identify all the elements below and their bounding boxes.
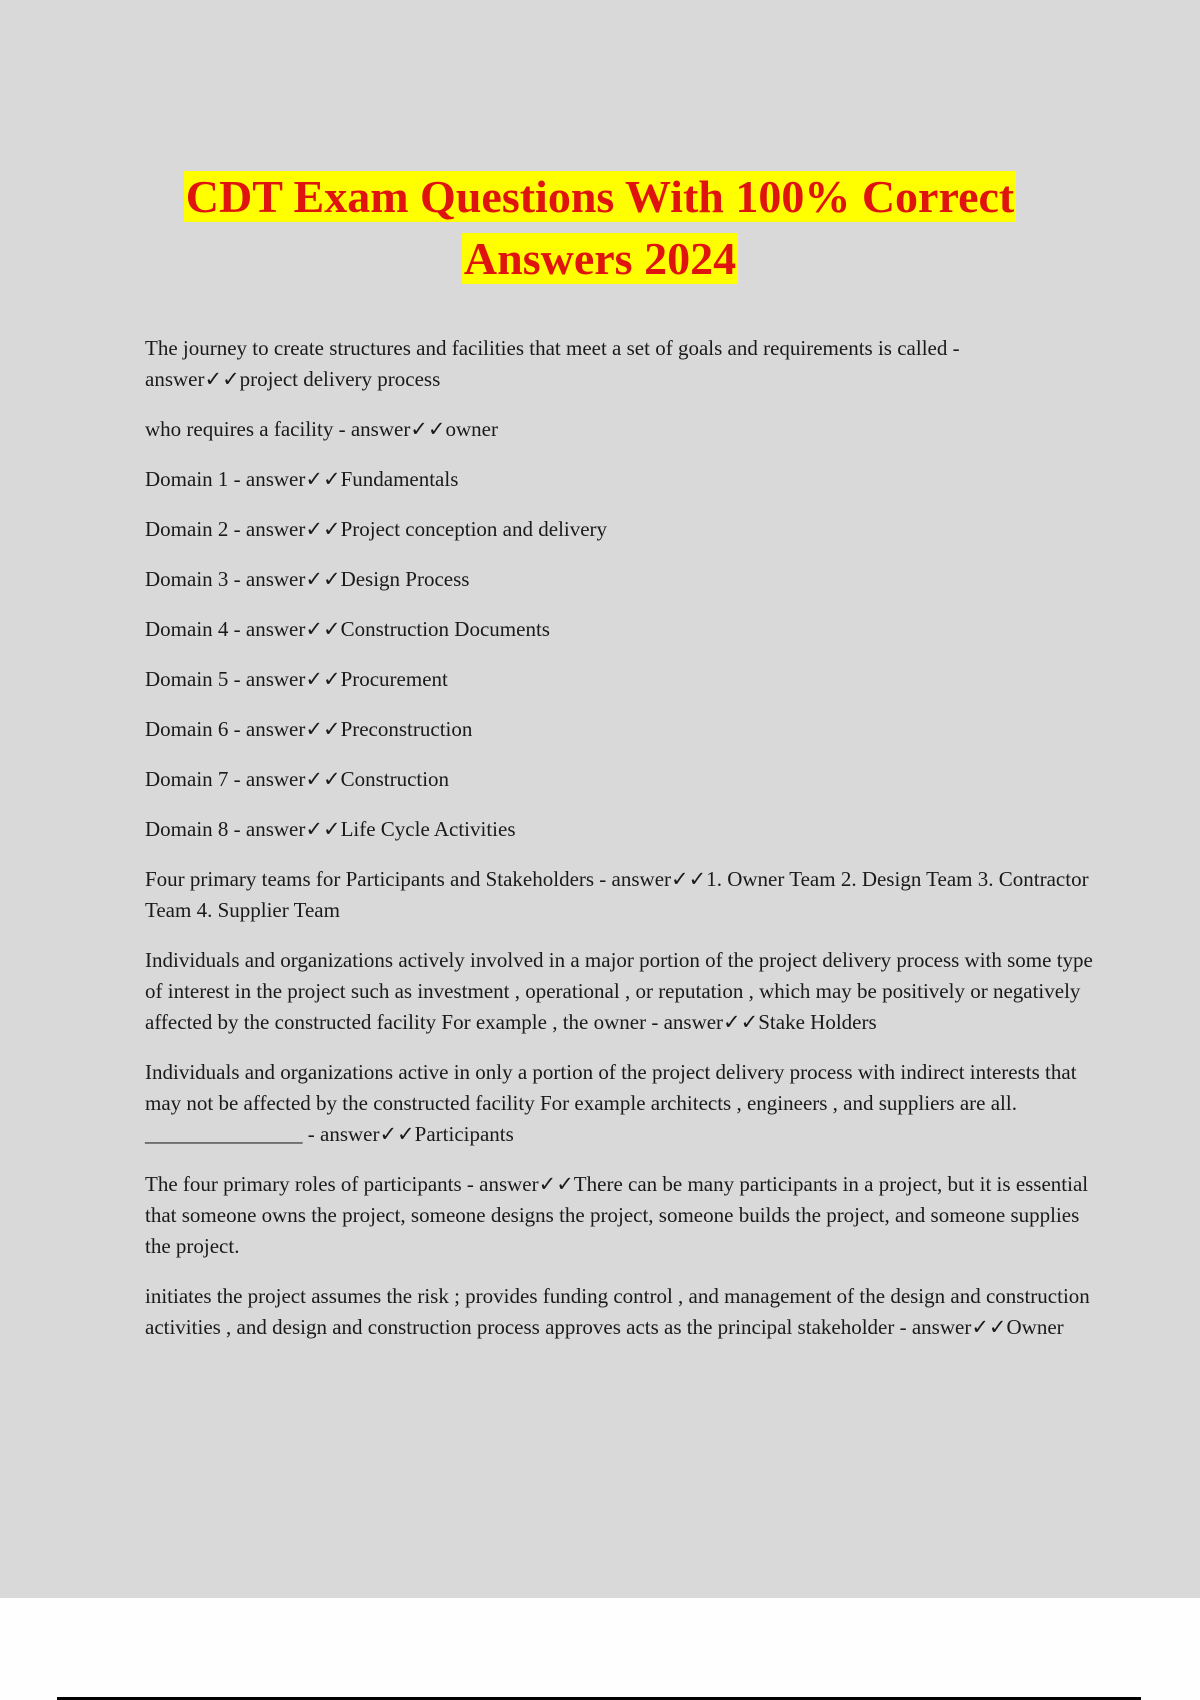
qa-item: Domain 7 - answer✓✓Construction [145, 767, 450, 791]
qa-item: who requires a facility - answer✓✓owner [145, 417, 498, 441]
qa-item: Individuals and organizations active in only a portion of the project delivery process with indirect interests that may not be affected by the constructed facility For example architects , engineers , and suppliers are all. _______________ - answer✓✓Participants [145, 1060, 1077, 1146]
qa-item: Domain 5 - answer✓✓Procurement [145, 667, 448, 691]
qa-item: Domain 8 - answer✓✓Life Cycle Activities [145, 817, 516, 841]
qa-item: The journey to create structures and facilities that meet a set of goals and requirements is called - answer✓✓project delivery process [145, 336, 960, 391]
qa-list [145, 333, 1093, 1362]
qa-item: Domain 3 - answer✓✓Design Process [145, 567, 470, 591]
title-line-2: Answers 2024 [463, 233, 737, 284]
qa-item: Domain 6 - answer✓✓Preconstruction [145, 717, 473, 741]
title-line-1: CDT Exam Questions With 100% Correct [185, 171, 1015, 222]
qa-item: Domain 1 - answer✓✓Fundamentals [145, 467, 459, 491]
qa-item: Domain 2 - answer✓✓Project conception and delivery [145, 517, 608, 541]
qa-item: initiates the project assumes the risk ; provides funding control , and management of the design and construction activities , and design and construction process approves acts as the principal stakeholder - answer✓✓Owner [145, 1284, 1090, 1339]
qa-item: The four primary roles of participants - answer✓✓There can be many participants in a project, but it is essential that someone owns the project, someone designs the project, someone builds the project, and someone supplies the project. [145, 1172, 1089, 1258]
document-title [0, 166, 1200, 290]
qa-item: Individuals and organizations actively involved in a major portion of the project delivery process with some type of interest in the project such as investment , operational , or reputation , which may be positively or negatively affected by the constructed facility For example , the owner - answer✓✓Stake Holders [145, 948, 1093, 1034]
qa-item: Four primary teams for Participants and Stakeholders - answer✓✓1. Owner Team 2. Design Team 3. Contractor Team 4. Supplier Team [145, 867, 1089, 922]
qa-item: Domain 4 - answer✓✓Construction Documents [145, 617, 550, 641]
